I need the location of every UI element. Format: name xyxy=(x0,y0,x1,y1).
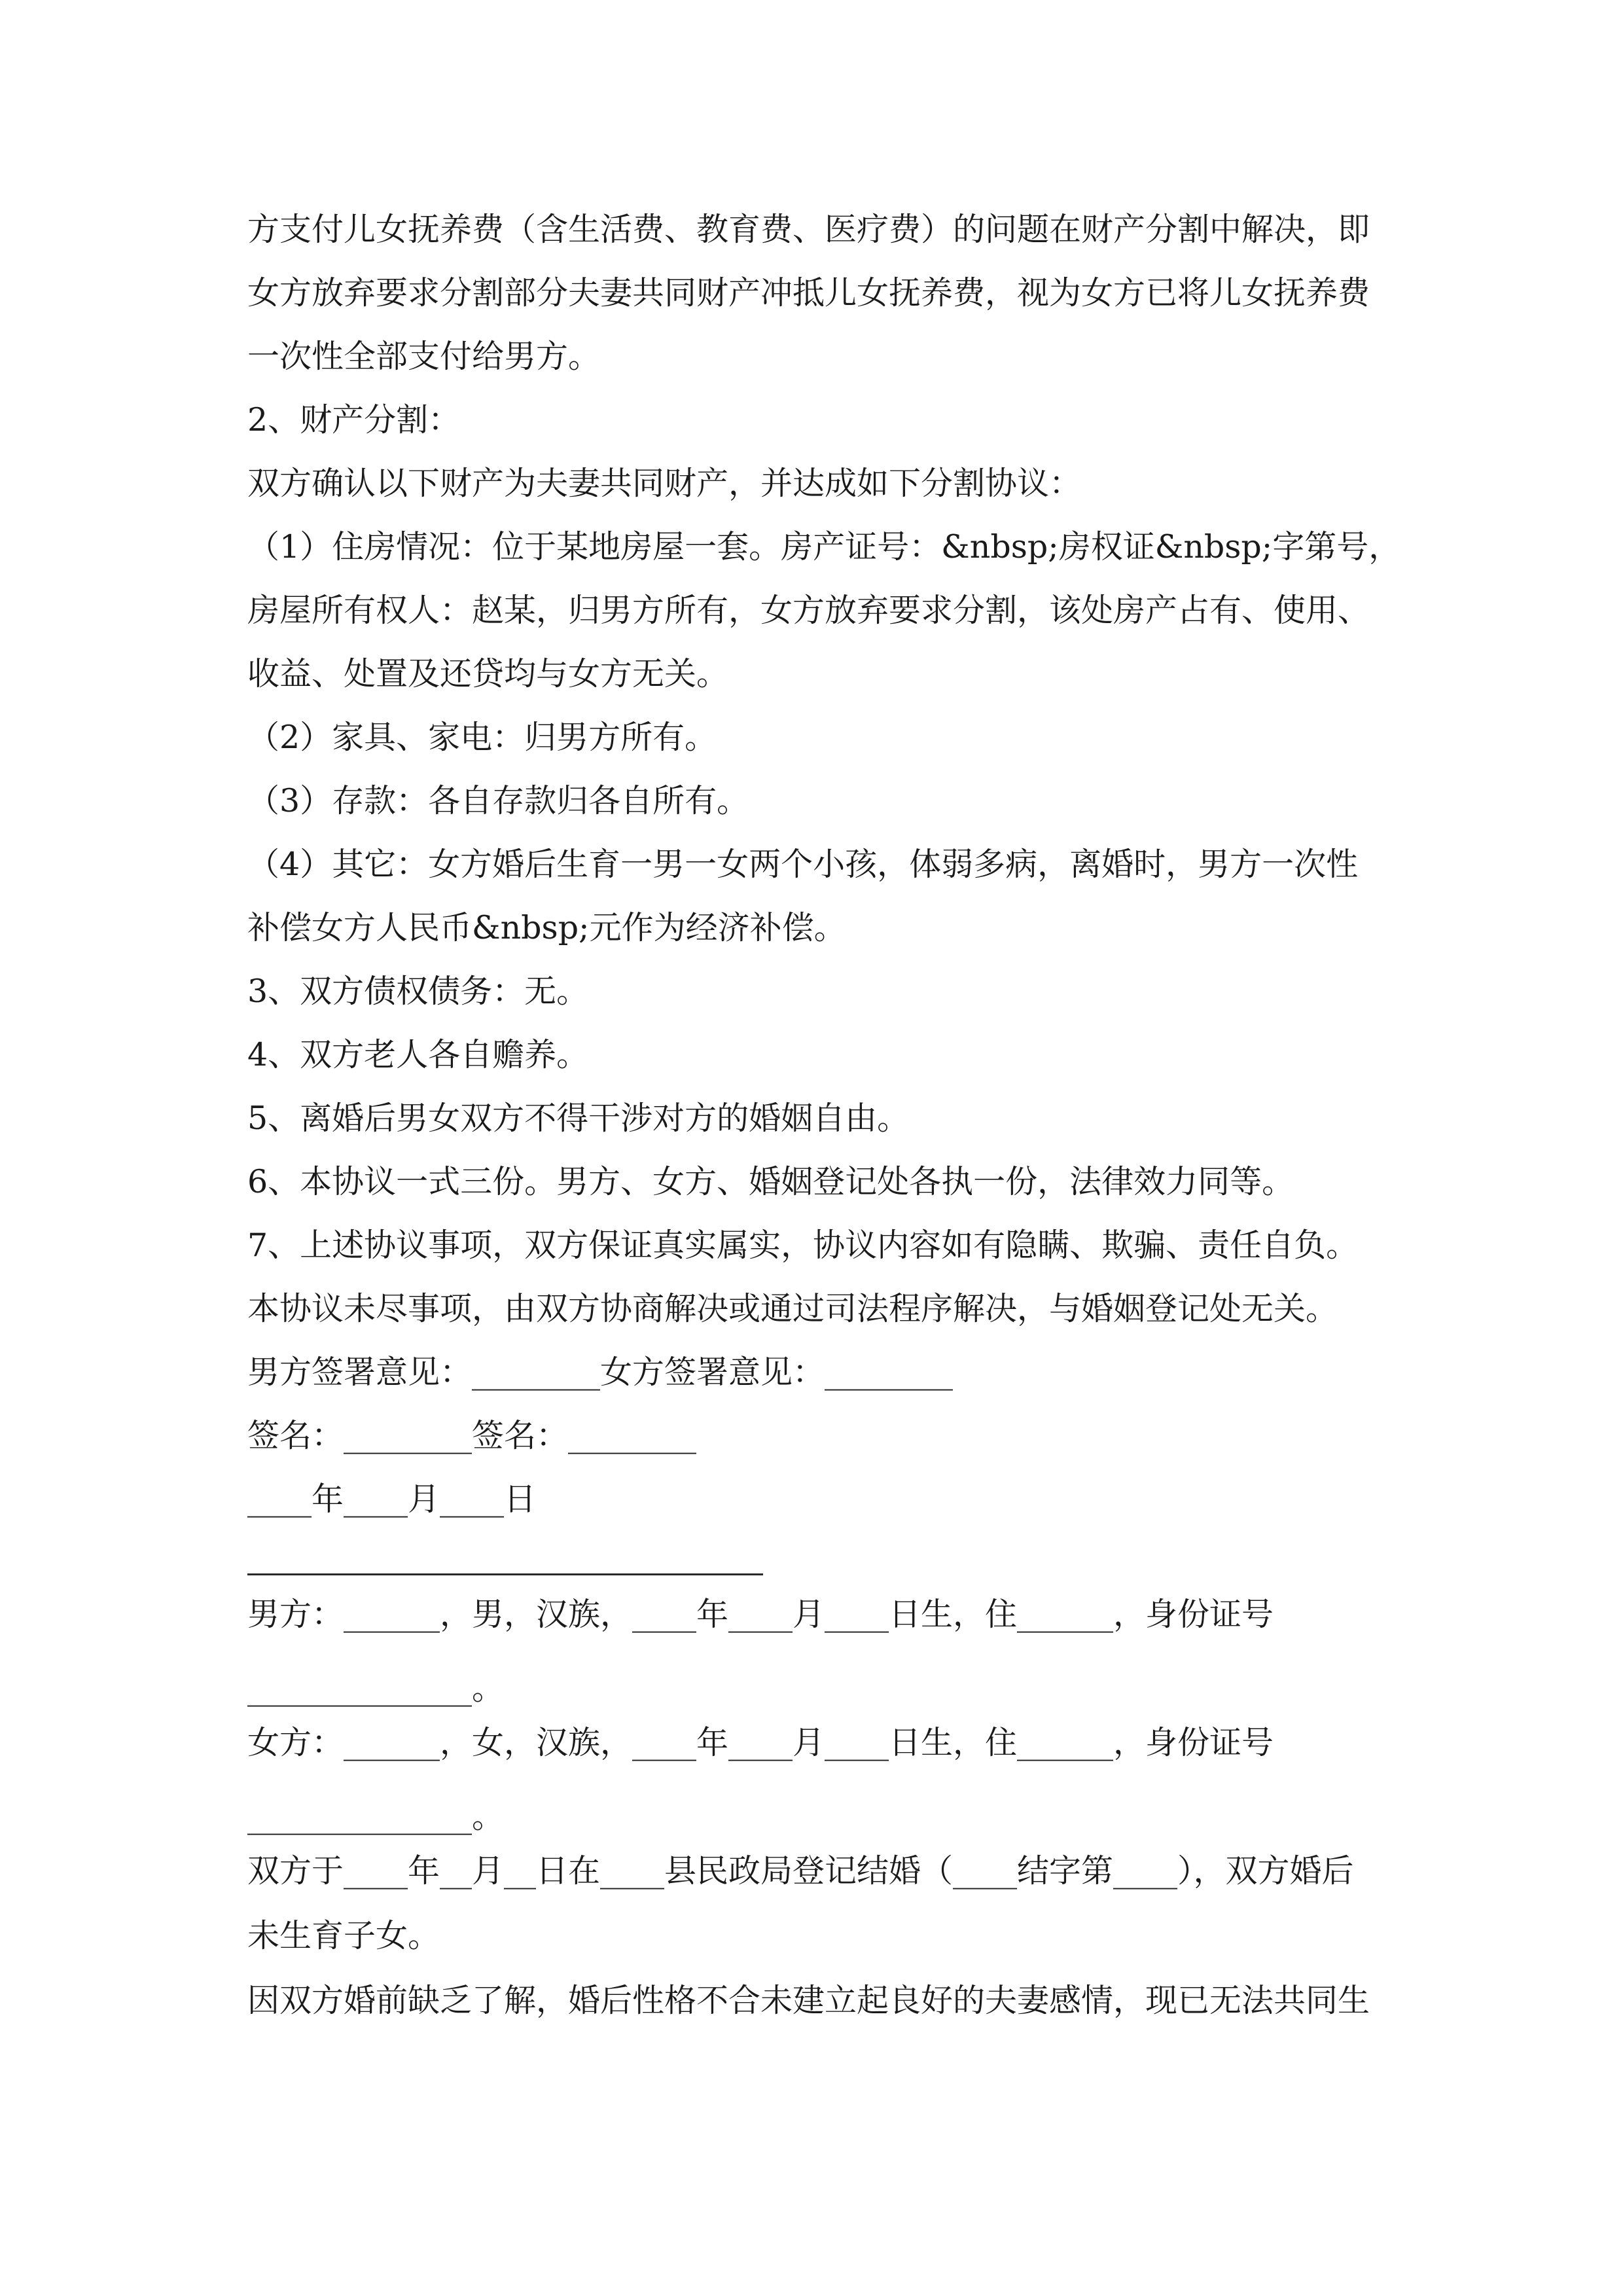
id-number-line: ______________。 xyxy=(247,1798,505,1835)
signature-opinion-line: 男方签署意见：________女方签署意见：________ xyxy=(247,1354,954,1391)
id-number-line: ______________。 xyxy=(247,1670,505,1707)
section-heading: 2、财产分割： xyxy=(247,401,461,439)
section-heading: 4、双方老人各自赡养。 xyxy=(247,1036,589,1073)
paragraph-line: 双方于____年__月__日在____县民政局登记结婚（____结字第____），双方婚后 xyxy=(247,1852,1354,1890)
list-item: （1）住房情况：位于某地房屋一套。房产证号：&nbsp;房权证&nbsp;字第号， xyxy=(247,528,1401,565)
list-item: （3）存款：各自存款归各自所有。 xyxy=(247,782,749,819)
signature-line: 签名：________签名：________ xyxy=(247,1417,697,1454)
paragraph-line: 收益、处置及还贷均与女方无关。 xyxy=(247,655,729,692)
divider xyxy=(247,1573,763,1575)
list-item: （4）其它：女方婚后生育一男一女两个小孩，体弱多病，离婚时，男方一次性 xyxy=(247,846,1359,883)
paragraph-line: 因双方婚前缺乏了解，婚后性格不合未建立起良好的夫妻感情，现已无法共同生 xyxy=(247,1982,1370,2019)
section-heading: 3、双方债权债务：无。 xyxy=(247,973,589,1010)
paragraph-line: 未生育子女。 xyxy=(247,1917,440,1954)
paragraph-line: 方支付儿女抚养费（含生活费、教育费、医疗费）的问题在财产分割中解决，即 xyxy=(247,211,1370,248)
paragraph-line: 本协议未尽事项，由双方协商解决或通过司法程序解决，与婚姻登记处无关。 xyxy=(247,1290,1338,1327)
party-info-line: 女方：______，女，汉族，____年____月____日生，住______，身份证号 xyxy=(247,1724,1274,1761)
section-heading: 6、本协议一式三份。男方、女方、婚姻登记处各执一份，法律效力同等。 xyxy=(247,1163,1294,1200)
list-item: （2）家具、家电：归男方所有。 xyxy=(247,719,717,756)
paragraph-line: 女方放弃要求分割部分夫妻共同财产冲抵儿女抚养费，视为女方已将儿女抚养费 xyxy=(247,274,1370,312)
paragraph-line: 补偿女方人民币&nbsp;元作为经济补偿。 xyxy=(247,909,846,946)
section-heading: 5、离婚后男女双方不得干涉对方的婚姻自由。 xyxy=(247,1100,910,1137)
date-line: ____年____月____日 xyxy=(247,1480,537,1518)
section-heading: 7、上述协议事项，双方保证真实属实，协议内容如有隐瞒、欺骗、责任自负。 xyxy=(247,1227,1359,1264)
paragraph-line: 双方确认以下财产为夫妻共同财产，并达成如下分割协议： xyxy=(247,465,1082,502)
paragraph-line: 房屋所有权人：赵某，归男方所有，女方放弃要求分割，该处房产占有、使用、 xyxy=(247,592,1370,629)
paragraph-line: 一次性全部支付给男方。 xyxy=(247,338,601,375)
party-info-line: 男方：______，男，汉族，____年____月____日生，住______，身份证号 xyxy=(247,1596,1274,1633)
